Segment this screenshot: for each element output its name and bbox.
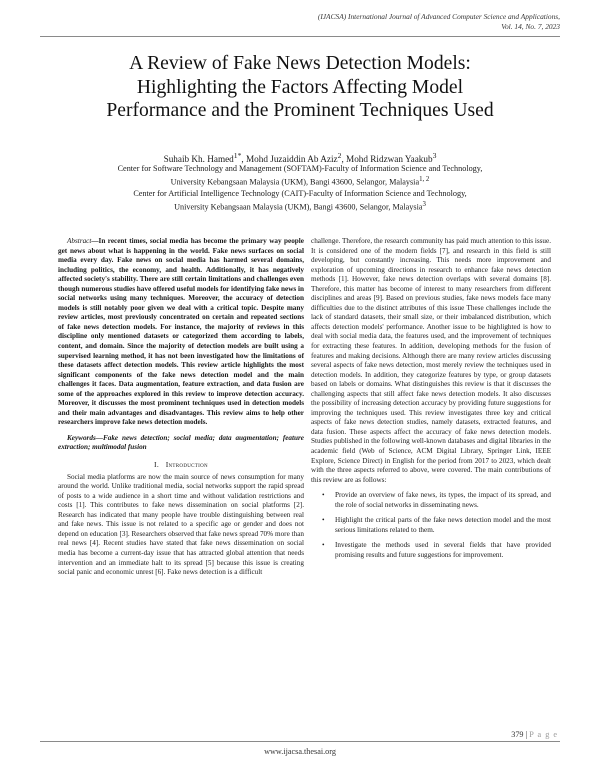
list-item: [322, 541, 551, 560]
keywords-text: Fake news detection; social media; data augmentation; feature extraction; multimodal fusion: [58, 433, 304, 452]
abstract-text: In recent times, social media has become the primary way people get news about what is happening in the world. Fake news surfaces on social media every day. Fake news on social media has harmed several domains, including politics, the economy, and health. Additionally, it has negatively affected society's stability. There are still certain limitations and challenges even though numerous studies have offered useful models for identifying fake news in social networks using many techniques. Moreover, the accuracy of detection models is still notably poor given we deal with a critical topic. Despite many review articles, most previously concentrated on certain and repeated sections of fake news detection models. For instance, the majority of reviews in this discipline only mentioned datasets or categorized them according to labels, content, and domain. Since the majority of detection models are built using a supervised learning method, it has not been investigated how the limitations of these datasets affect detection models. This review article highlights the most significant components of the fake news detection model and the main challenges it faces. Data augmentation, feature extraction, and data fusion are some of the approaches explored in this review to improve detection accuracy. Moreover, it discusses the most prominent techniques used in detection models and their main advantages and disadvantages. This review aims to help other researchers improve fake news detection models.: [58, 237, 304, 427]
header-divider: [40, 36, 560, 37]
affiliation-line-2-sup: 1, 2: [419, 176, 430, 183]
abstract: [58, 237, 304, 428]
affiliation-line-4: [40, 199, 560, 213]
list-item: [322, 516, 551, 535]
paper-title: [50, 52, 550, 123]
section-number: I.: [154, 460, 160, 470]
title-line-1: A Review of Fake News Detection Models:: [129, 53, 471, 74]
author-1: Suhaib Kh. Hamed: [163, 154, 234, 165]
author-3: , Mohd Ridzwan Yaakub: [341, 154, 433, 165]
affiliation-line-2-text: University Kebangsaan Malaysia (UKM), Bangi 43600, Selangor, Malaysia: [170, 177, 420, 187]
author-2-sup: 2: [337, 151, 342, 160]
list-item: [322, 491, 551, 510]
affiliation-line-4-text: University Kebangsaan Malaysia (UKM), Bangi 43600, Selangor, Malaysia: [174, 202, 423, 212]
bullet-icon: •: [322, 491, 325, 500]
keywords-label: Keywords: [67, 433, 96, 442]
intro-paragraph: Social media platforms are now the main source of news consumption for many around the world. Unlike traditional media, social networks support the rapid spread of posts to a wide audience in a short time and without validation restrictions and costs [1]. This contributes to fake news dissemination on social platforms [2]. Research has indicated that many people have trouble distinguishing between real and fake news. This issue is not related to a specific age or gender and does not depend on education [3]. Researchers observed that fake news spread 70% more than real news [4]. Recent studies have stated that fake news dissemination on social media has become a current-day issue that has attracted global attention that needs intervention and an immediate halt to its spread [5] because this issue is creating social panic and economic unrest [6]. Fake news detection is a difficult: [58, 472, 304, 577]
page-number-value: 379: [511, 730, 524, 739]
footer-divider: [40, 741, 560, 742]
right-column: [311, 237, 551, 567]
journal-header: [180, 12, 560, 31]
section-heading: [58, 460, 304, 470]
list-item-text: Highlight the critical parts of the fake news detection model and the most serious limitations related to them.: [335, 516, 551, 534]
abstract-dash: —: [91, 237, 99, 245]
journal-website[interactable]: www.ijacsa.thesai.org: [264, 747, 336, 756]
keywords-dash: —: [95, 433, 103, 442]
affiliation-line-3: Center for Artificial Intelligence Technology (CAIT)-Faculty of Information Science and Technology,: [133, 188, 467, 198]
bullet-icon: •: [322, 541, 325, 550]
title-line-2: Highlighting the Factors Affecting Model: [136, 76, 464, 98]
journal-volume: Vol. 14, No. 7, 2023: [501, 21, 560, 31]
affiliation-line-2: [40, 174, 560, 188]
keywords: [58, 434, 304, 453]
page-separator: |: [523, 730, 530, 739]
section-title: Introduction: [165, 460, 208, 470]
list-item-text: Investigate the methods used in several fields that have provided promising results and future suggestions for improvement.: [335, 541, 551, 559]
affiliations: [40, 163, 560, 212]
intro-paragraph-continued: challenge. Therefore, the research community has paid much attention to this issue. It is considered one of the modern fields [7], and research in this field is still developing, but constantly increasing. This needs more improvement and exploration of upcoming directions in research to enhance fake news detection methods [1]. However, fake news detection overlaps with several domains [8]. Therefore, this matter has become of interest to many researchers from different disciplines and areas [9]. Based on previous studies, fake news models face many difficulties due to the distinct attributes of this issue These challenges include the lack of standard datasets, their small size, or their imbalanced distribution, which affects detection models' performance. Another issue to be highlighted is how to deal with social media data, the features used, and the improvement of techniques for extracting these features. In addition, developing methods for the fusion of features and making decisions. Although there are many review articles discussing several aspects of fake news detection, most merely review the techniques used in detection models. In addition, they categorize features by type, or group datasets based on labels or domains. What distinguishes this review is that it discusses the challenging aspects that still affect fake news detection models. It also discusses the possibility of increasing detection accuracy by providing future suggestions for improving the techniques used. This review investigates three key and critical aspects of fake news detection studies, namely datasets, extracted features, and data fusion. These aspects affect the accuracy of fake news detection models. Studies published in the following well-known databases and digital libraries in the academic field (Web of Science, ACM Digital Library, Springer Link, IEEE Explore, Science Direct) in English for the period from 2017 to 2023, which dealt with the three aspects referred to above, were covered. The main contributions of this review are as follows:: [311, 237, 551, 484]
author-2: , Mohd Juzaiddin Ab Aziz: [241, 154, 338, 165]
affiliation-line-1: Center for Software Technology and Management (SOFTAM)-Faculty of Information Science and Technology,: [117, 164, 483, 173]
bullet-icon: •: [322, 516, 325, 525]
page-number: [511, 730, 558, 739]
list-item-text: Provide an overview of fake news, its types, the impact of its spread, and the role of social networks in disseminating news.: [335, 491, 551, 509]
author-3-sup: 3: [432, 151, 437, 160]
page-word: P a g e: [529, 730, 558, 739]
abstract-label: Abstract: [67, 237, 92, 245]
title-line-3: Performance and the Prominent Techniques Used: [106, 100, 494, 122]
affiliation-line-4-sup: 3: [422, 200, 426, 208]
author-1-sup: 1*: [233, 151, 242, 160]
journal-name: (IJACSA) International Journal of Advanced Computer Science and Applications,: [317, 12, 560, 21]
contribution-list: [311, 491, 551, 560]
left-column: [58, 237, 304, 578]
